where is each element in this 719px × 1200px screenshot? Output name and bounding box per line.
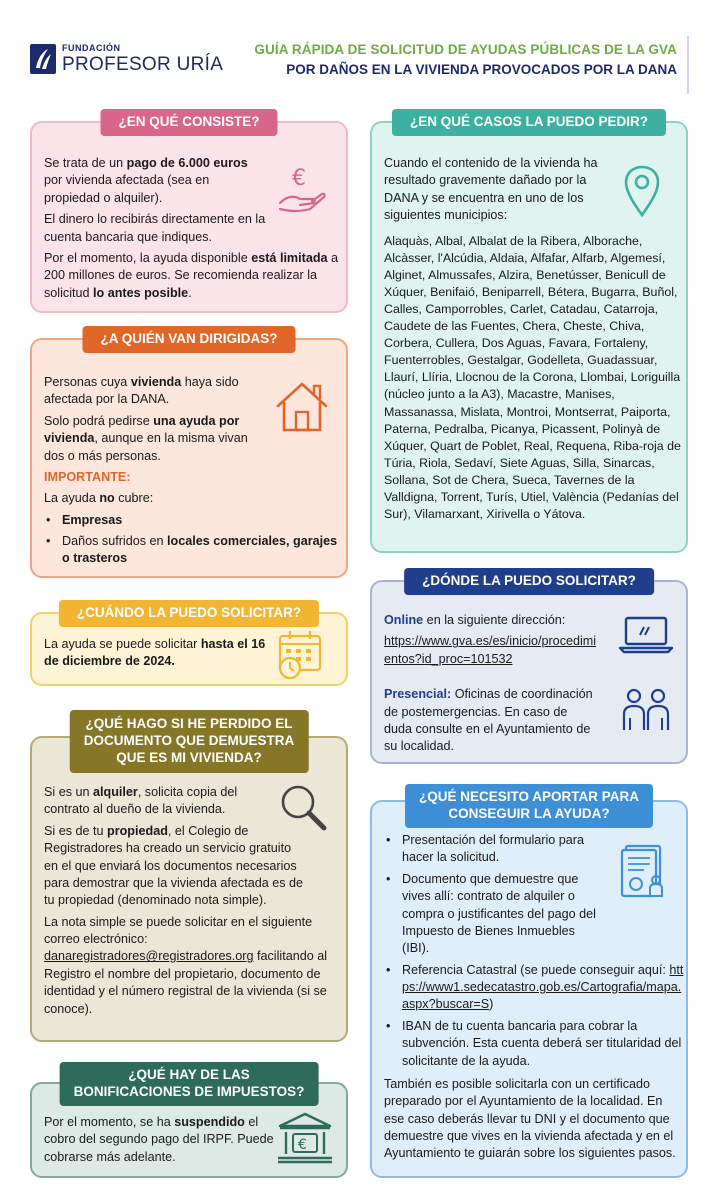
calendar-clock-icon	[276, 628, 332, 680]
card-title: ¿A QUIÉN VAN DIRIGIDAS?	[82, 326, 295, 353]
house-icon	[274, 380, 330, 434]
card-title: ¿EN QUÉ CASOS LA PUEDO PEDIR?	[392, 109, 666, 136]
svg-text:€: €	[292, 166, 306, 191]
no-cubre-list	[44, 512, 344, 568]
page-header	[0, 0, 719, 96]
list-item: • Presentación del formulario para hacer la solicitud.	[384, 832, 602, 867]
card-donde-solicitar: ¿DÓNDE LA PUEDO SOLICITAR? Online en la siguiente dirección: https://www.gva.es/es/inicio/procedimientos?id_proc=101532 Presencial: Oficinas de coordinación de postemergencias. En caso de duda consulte en el Ayuntamiento de su localidad.	[370, 580, 688, 764]
card-en-que-casos	[370, 114, 688, 553]
header-divider	[687, 36, 689, 94]
catastro-link[interactable]: https://www1.sedecatastro.gob.es/Cartografia/mapa.aspx?buscar=S	[402, 962, 684, 1012]
bank-euro-icon	[276, 1110, 334, 1166]
gva-procedure-link[interactable]: https://www.gva.es/es/inicio/procedimientos?id_proc=101532	[384, 634, 597, 666]
aportar-final: También es posible solicitarla con un certificado preparado por el Ayuntamiento de la localidad. En ese caso deberás llevar tu DNI y el documento que demuestre que vives en la vivienda afectada y en el Ayuntamiento te guiarán sobre los siguientes pasos.	[384, 1076, 676, 1161]
card-en-que-consiste: ¿EN QUÉ CONSISTE? Se trata de un pago de 6.000 euros por vivienda afectada (sea en propiedad o alquiler). El dinero lo recibirás directamente en la cuenta bancaria que indiques. Por el momento, la ayuda disponible está limitada a 200 millones de euros. Se recomienda realizar la solicitud lo antes posible. €	[30, 121, 348, 313]
casos-intro: Cuando el contenido de la vivienda ha resultado gravemente dañado por la DANA y se encuentra en uno de los siguientes municipios:	[384, 156, 598, 223]
list-item: • Documento que demuestre que vives allí: contrato de alquiler o compra o justificantes del pago del Impuesto de Bienes Inmuebles (IBI).	[384, 871, 602, 958]
logo-line2: PROFESOR URÍA	[62, 54, 224, 75]
document-certificate-icon	[618, 842, 670, 902]
card-title: ¿QUÉ HAGO SI HE PERDIDO EL DOCUMENTO QUE DEMUESTRA QUE ES MI VIVIENDA?	[70, 710, 309, 773]
card-title: ¿DÓNDE LA PUEDO SOLICITAR?	[404, 568, 654, 595]
municipios-list: Alaquàs, Albal, Albalat de la Ribera, Alborache, Alcàsser, l'Alcúdia, Aldaia, Alfafar, Alfarb, Algemesí, Alginet, Almussafes, Alzira, Benetússer, Benicull de Xúquer, Benifaió, Beniparrell, Bétera, Bugarra, Buñol, Calles, Camporrobles, Carlet, Catadau, Catarroja, Caudete de las Fuentes, Chera, Cheste, Chiva, Corbera, Cullera, Dos Aguas, Favara, Fortaleny, Fuenterrobles, Gestalgar, Godelleta, Guadassuar, Llaurí, Llíria, Llocnou de la Corona, Llombai, Loriguilla (núcleo junto a la A3), Macastre, Manises, Massanassa, Mislata, Montroi, Montserrat, Paiporta, Paterna, Pedralba, Picanya, Picassent, Polinyà de Xúquer, Quart de Poblet, Real, Requena, Riba-roja de Túria, Riola, Sedaví, Siete Aguas, Silla, Sinarcas, Sollana, Sot de Chera, Sueca, Tavernes de la Valldigna, Torrent, Turís, Utiel, València (Pedanías del Sur), Vilamarxant, Xirivella o Yátova.	[384, 233, 681, 522]
list-item: • Referencia Catastral (se puede conseguir aquí: https://www1.sedecatastro.gob.es/Cartografia/mapa.aspx?buscar=S)	[384, 962, 684, 1014]
list-item: • Empresas	[44, 512, 344, 529]
list-item: • Daños sufridos en locales comerciales, garajes o trasteros	[44, 533, 344, 568]
laptop-icon	[618, 614, 674, 656]
location-pin-icon	[622, 163, 662, 219]
list-item: • IBAN de tu cuenta bancaria para cobrar la subvención. Esta cuenta deberá ser titularidad del solicitante de la ayuda.	[384, 1018, 684, 1070]
card-bonificaciones: ¿QUÉ HAY DE LAS BONIFICACIONES DE IMPUESTOS? Por el momento, se ha suspendido el cobro del segundo pago del IRPF. Puede cobrarse más adelante. €	[30, 1082, 348, 1178]
euro-hand-icon	[276, 163, 328, 217]
important-label: IMPORTANTE:	[44, 469, 131, 484]
consiste-p2: El dinero lo recibirás directamente en la cuenta bancaria que indiques.	[44, 212, 266, 244]
people-icon	[618, 686, 674, 734]
magnifier-icon	[278, 782, 330, 834]
card-que-necesito-aportar	[370, 789, 688, 1178]
fundacion-logo	[30, 44, 223, 74]
svg-text:€: €	[298, 1137, 307, 1153]
card-a-quien-van-dirigidas: ¿A QUIÉN VAN DIRIGIDAS? Personas cuya vivienda haya sido afectada por la DANA. Solo podrá pedirse una ayuda por vivienda, aunque en la misma vivan dos o más personas. IMPORTANTE: La ayuda no cubre: • Empresas • Daños sufridos en locales comerciales, garajes o trasteros	[30, 338, 348, 578]
logo-line1: FUNDACIÓN	[62, 43, 121, 53]
card-documento-perdido: ¿QUÉ HAGO SI HE PERDIDO EL DOCUMENTO QUE DEMUESTRA QUE ES MI VIVIENDA? Si es un alquiler, solicita copia del contrato al dueño de la vivienda. Si es de tu propiedad, el Colegio de Registradores ha creado un servicio gratuito en el que enviará los documentos necesarios para demostrar que la vivienda afectada es de tu propiedad (denominado nota simple). La nota simple se puede solicitar en el siguiente correo electrónico: danaregistradores@registradores.org facilitando al Registro el nombre del propietario, documento de identidad y el número registral de la vivienda (si se conoce).	[30, 736, 348, 1042]
header-title-line2: POR DAÑOS EN LA VIVIENDA PROVOCADOS POR LA DANA	[286, 62, 677, 77]
card-title: ¿QUÉ NECESITO APORTAR PARA CONSEGUIR LA AYUDA?	[405, 784, 653, 828]
logo-leaf-icon	[30, 44, 56, 74]
registradores-email-link[interactable]: danaregistradores@registradores.org	[44, 949, 254, 964]
card-title: ¿QUÉ HAY DE LAS BONIFICACIONES DE IMPUESTOS?	[60, 1062, 319, 1106]
card-title: ¿CUÁNDO LA PUEDO SOLICITAR?	[59, 600, 319, 627]
card-title: ¿EN QUÉ CONSISTE?	[100, 109, 277, 136]
header-title-line1: GUÍA RÁPIDA DE SOLICITUD DE AYUDAS PÚBLICAS DE LA GVA	[254, 42, 677, 57]
card-cuando-la-puedo-solicitar: ¿CUÁNDO LA PUEDO SOLICITAR? La ayuda se puede solicitar hasta el 16 de diciembre de 2024.	[30, 612, 348, 686]
